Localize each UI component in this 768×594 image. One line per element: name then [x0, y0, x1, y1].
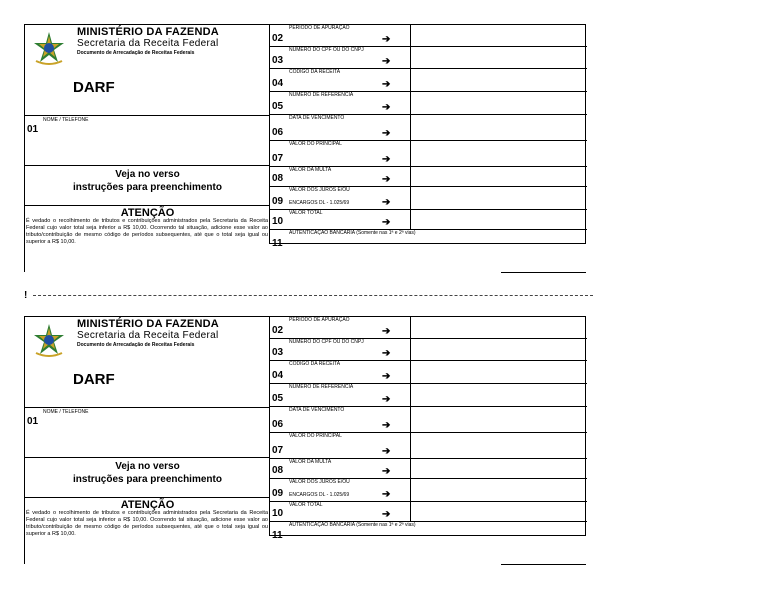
value-divider: [410, 479, 411, 501]
arrow-right-icon: ➔: [382, 34, 391, 45]
field-label: AUTENTICAÇÃO BANCÁRIA (Somente nas 1ª e 2ª vias): [289, 230, 416, 236]
arrow-right-icon: ➔: [382, 197, 391, 208]
field-label: VALOR TOTAL: [289, 502, 323, 508]
arrow-right-icon: ➔: [382, 446, 391, 457]
arrow-right-icon: ➔: [382, 509, 391, 520]
field-label: VALOR DOS JUROS E/OU: [289, 187, 350, 193]
ministry-title: MINISTÉRIO DA FAZENDA: [77, 318, 219, 330]
arrow-right-icon: ➔: [382, 217, 391, 228]
field-number: 07: [272, 153, 284, 164]
arrow-right-icon: ➔: [382, 174, 391, 185]
field-row-11[interactable]: [270, 522, 587, 541]
field-label-line-2: ENCARGOS DL - 1.025/69: [289, 492, 350, 498]
attention-box: [24, 206, 269, 272]
field-label: NÚMERO DO CPF OU DO CNPJ: [289, 339, 364, 345]
field-number: 09: [272, 196, 284, 207]
value-divider: [410, 210, 411, 229]
field-number: 07: [272, 445, 284, 456]
name-phone-box[interactable]: [24, 408, 269, 458]
value-divider: [410, 115, 411, 140]
field-label-line-2: ENCARGOS DL - 1.025/69: [289, 200, 350, 206]
value-divider: [410, 339, 411, 360]
field-number: 06: [272, 419, 284, 430]
field-number: 05: [272, 101, 284, 112]
field-label: AUTENTICAÇÃO BANCÁRIA (Somente nas 1ª e 2ª vias): [289, 522, 416, 528]
field-number: 11: [272, 530, 283, 541]
instructions-line-1: Veja no verso: [115, 461, 180, 472]
ministry-title: MINISTÉRIO DA FAZENDA: [77, 26, 219, 38]
darf-title: DARF: [73, 371, 115, 388]
arrow-right-icon: ➔: [382, 326, 391, 337]
attention-box: [24, 498, 269, 564]
field-row-03[interactable]: [270, 339, 587, 361]
field-number-01: 01: [27, 416, 39, 427]
field-label: NÚMERO DO CPF OU DO CNPJ: [289, 47, 364, 53]
value-divider: [410, 69, 411, 91]
field-label: PERÍODO DE APURAÇÃO: [289, 317, 350, 323]
dashed-divider: [33, 295, 593, 296]
authentication-line: [501, 564, 586, 565]
field-row-09[interactable]: [270, 187, 587, 210]
document-description: Documento de Arrecadação de Receitas Federais: [77, 342, 195, 348]
value-divider: [410, 407, 411, 432]
value-divider: [410, 317, 411, 338]
field-label: VALOR DA MULTA: [289, 459, 332, 465]
field-number: 04: [272, 370, 284, 381]
field-row-08[interactable]: [270, 459, 587, 479]
value-divider: [410, 459, 411, 478]
value-divider: [410, 167, 411, 186]
field-number: 10: [272, 508, 284, 519]
field-number: 11: [272, 238, 283, 249]
field-label: PERÍODO DE APURAÇÃO: [289, 25, 350, 31]
name-phone-label: NOME / TELEFONE: [43, 409, 89, 415]
arrow-right-icon: ➔: [382, 128, 391, 139]
value-divider: [410, 433, 411, 458]
field-row-09[interactable]: [270, 479, 587, 502]
arrow-right-icon: ➔: [382, 102, 391, 113]
darf-form-1: [24, 24, 586, 272]
field-row-11[interactable]: [270, 230, 587, 249]
document-description: Documento de Arrecadação de Receitas Federais: [77, 50, 195, 56]
field-label: DATA DE VENCIMENTO: [289, 407, 345, 413]
field-row-03[interactable]: [270, 47, 587, 69]
value-divider: [410, 141, 411, 166]
field-number: 02: [272, 33, 284, 44]
field-label: VALOR DOS JUROS E/OU: [289, 479, 350, 485]
field-label: CÓDIGO DA RECEITA: [289, 361, 341, 367]
arrow-right-icon: ➔: [382, 348, 391, 359]
field-label: VALOR DO PRINCIPAL: [289, 141, 342, 147]
secretariat-name: Secretaria da Receita Federal: [77, 38, 219, 49]
field-row-02[interactable]: [270, 25, 587, 47]
attention-title: ATENÇÃO: [120, 207, 175, 219]
field-label: CÓDIGO DA RECEITA: [289, 69, 341, 75]
field-number-01: 01: [27, 124, 39, 135]
field-number: 03: [272, 55, 284, 66]
instructions-line-2: instruções para preenchimento: [73, 182, 222, 193]
instructions-line-1: Veja no verso: [115, 169, 180, 180]
field-number: 08: [272, 465, 284, 476]
field-label: VALOR DA MULTA: [289, 167, 332, 173]
field-row-10[interactable]: [270, 210, 587, 230]
arrow-right-icon: ➔: [382, 420, 391, 431]
arrow-right-icon: ➔: [382, 79, 391, 90]
field-row-07[interactable]: [270, 141, 587, 167]
value-divider: [410, 384, 411, 406]
arrow-right-icon: ➔: [382, 371, 391, 382]
field-label: VALOR DO PRINCIPAL: [289, 433, 342, 439]
darf-title: DARF: [73, 79, 115, 96]
attention-text: É vedado o recolhimento de tributos e contribuições administrados pela Secretaria da Receita Federal cujo valor total seja inferior a R$ 10,00. Ocorrendo tal situação, adicione esse valor ao tributo/contribuição de mesmo código de períodos subsequentes, até que o total seja igual ou superior a R$ 10,00.: [26, 218, 268, 245]
field-label: DATA DE VENCIMENTO: [289, 115, 345, 121]
field-number: 04: [272, 78, 284, 89]
value-divider: [410, 47, 411, 68]
field-label: NÚMERO DE REFERÊNCIA: [289, 384, 354, 390]
header-box: [24, 316, 269, 408]
field-label: VALOR TOTAL: [289, 210, 323, 216]
attention-title: ATENÇÃO: [120, 499, 175, 511]
value-divider: [410, 25, 411, 46]
authentication-line: [501, 272, 586, 273]
field-row-04[interactable]: [270, 361, 587, 384]
field-number: 09: [272, 488, 284, 499]
value-divider: [410, 187, 411, 209]
field-number: 08: [272, 173, 284, 184]
field-label: NÚMERO DE REFERÊNCIA: [289, 92, 354, 98]
fields-box: [269, 316, 586, 541]
field-row-02[interactable]: [270, 317, 587, 339]
header-box: [24, 24, 269, 116]
arrow-right-icon: ➔: [382, 489, 391, 500]
arrow-right-icon: ➔: [382, 466, 391, 477]
arrow-right-icon: ➔: [382, 394, 391, 405]
field-number: 02: [272, 325, 284, 336]
attention-text: É vedado o recolhimento de tributos e contribuições administrados pela Secretaria da Receita Federal cujo valor total seja inferior a R$ 10,00. Ocorrendo tal situação, adicione esse valor ao tributo/contribuição de mesmo código de períodos subsequentes, até que o total seja igual ou superior a R$ 10,00.: [26, 510, 268, 537]
field-number: 03: [272, 347, 284, 358]
coat-of-arms-icon: [31, 31, 67, 67]
name-phone-label: NOME / TELEFONE: [43, 117, 89, 123]
field-number: 06: [272, 127, 284, 138]
field-row-10[interactable]: [270, 502, 587, 522]
value-divider: [410, 92, 411, 114]
name-phone-box[interactable]: [24, 116, 269, 166]
field-row-05[interactable]: [270, 92, 587, 115]
field-row-08[interactable]: [270, 167, 587, 187]
cut-line: [24, 290, 612, 301]
value-divider: [410, 361, 411, 383]
scissors-icon: !: [24, 290, 28, 301]
value-divider: [410, 502, 411, 521]
field-row-07[interactable]: [270, 433, 587, 459]
instructions-line-2: instruções para preenchimento: [73, 474, 222, 485]
arrow-right-icon: ➔: [382, 56, 391, 67]
field-row-05[interactable]: [270, 384, 587, 407]
secretariat-name: Secretaria da Receita Federal: [77, 330, 219, 341]
instructions-box: [24, 166, 269, 206]
field-number: 10: [272, 216, 284, 227]
field-row-06[interactable]: [270, 407, 587, 433]
field-row-04[interactable]: [270, 69, 587, 92]
coat-of-arms-icon: [31, 323, 67, 359]
instructions-box: [24, 458, 269, 498]
darf-form-2: [24, 316, 586, 564]
field-number: 05: [272, 393, 284, 404]
field-row-06[interactable]: [270, 115, 587, 141]
arrow-right-icon: ➔: [382, 154, 391, 165]
fields-box: [269, 24, 586, 249]
